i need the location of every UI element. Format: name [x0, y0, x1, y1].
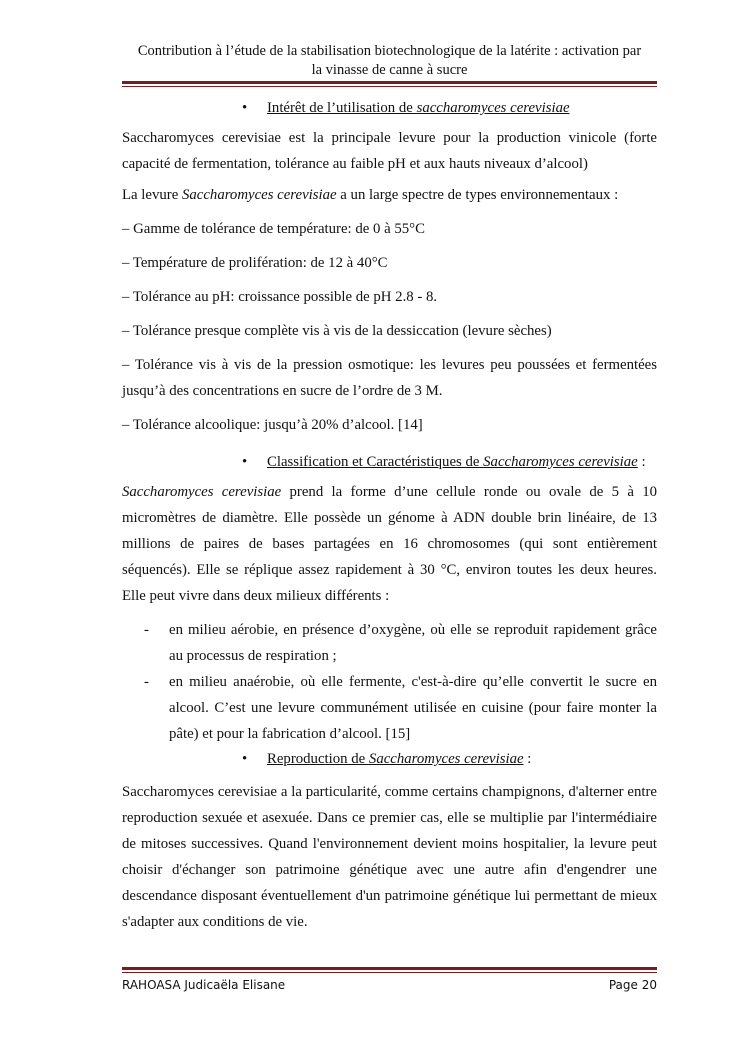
footer-rule-thick — [122, 967, 657, 970]
list-item: – Tolérance alcoolique: jusqu’à 20% d’alcool. [14] — [122, 417, 423, 433]
list-item: - en milieu aérobie, en présence d’oxygène, où elle se reproduit rapidement grâce au processus de respiration ; — [122, 617, 657, 669]
paragraph-reproduction: Saccharomyces cerevisiae a la particularité, comme certains champignons, d'alterner entre reproduction sexuée et asexuée. Dans ce premier cas, elle se multiplie par l'intermédiaire de mitoses successives. Quand l'environnement devient moins hospitalier, la levure peut choisir d'échanger son patrimoine génétique avec une autre afin d'engendrer une descendance disposant éventuellement d'un patrimoine génétique lui permettant de mieux s'adapter aux conditions de vie. — [122, 784, 657, 930]
list-item: - en milieu anaérobie, où elle fermente, c'est-à-dire qu’elle convertit le sucre en alcool. C’est une levure communément utilisée en cuisine (pour faire monter la pâte) et pour la fabrication d’alcool. [15] — [122, 669, 657, 747]
footer-rule-thin — [122, 972, 657, 973]
header-title-line2: la vinasse de canne à sucre — [311, 62, 468, 78]
list-item: – Température de prolifération: de 12 à 40°C — [122, 255, 388, 271]
bullet-icon: • — [242, 454, 248, 470]
list-item: – Gamme de tolérance de température: de 0 à 55°C — [122, 221, 425, 237]
section-heading-interet: • Intérêt de l’utilisation de saccharomyces cerevisiae — [122, 96, 657, 120]
footer-author: RAHOASA Judicaëla Elisane — [122, 978, 286, 992]
paragraph-intro: Saccharomyces cerevisiae est la principale levure pour la production vinicole (forte capacité de fermentation, tolérance au faible pH et aux hauts niveaux d’alcool) — [122, 130, 657, 172]
header-rule-thick — [122, 81, 657, 84]
header-title-line1: Contribution à l’étude de la stabilisation biotechnologique de la latérite : activation par — [137, 43, 642, 59]
page-footer — [122, 976, 657, 994]
list-item: – Tolérance au pH: croissance possible de pH 2.8 - 8. — [122, 289, 438, 305]
list-item: – Tolérance presque complète vis à vis de la dessiccation (levure sèches) — [122, 323, 552, 339]
dash-marker: - — [144, 674, 149, 690]
list-item: – Tolérance vis à vis de la pression osmotique: les levures peu poussées et fermentées jusqu’à des concentrations en sucre de l’ordre de 3 M. — [122, 357, 657, 399]
paragraph-classification: Saccharomyces cerevisiae prend la forme d’une cellule ronde ou ovale de 5 à 10 micromètres de diamètre. Elle possède un génome à ADN double brin linéaire, de 13 millions de paires de bases partagées en 16 chromosomes (qui sont entièrement séquencés). Elle se réplique assez rapidement à 30 °C, environ toutes les deux heures. Elle peut vivre dans deux milieux différents : — [122, 484, 657, 604]
section-heading-reproduction: • Reproduction de Saccharomyces cerevisiae : — [122, 747, 657, 771]
page-header — [122, 42, 657, 80]
bullet-icon: • — [242, 100, 248, 116]
bullet-icon: • — [242, 751, 248, 767]
section-heading-classification: • Classification et Caractéristiques de Saccharomyces cerevisiae : — [122, 450, 657, 474]
header-rule-thin — [122, 86, 657, 87]
page-body — [122, 96, 657, 935]
paragraph-spectrum: La levure Saccharomyces cerevisiae a un large spectre de types environnementaux : — [122, 187, 619, 203]
dash-marker: - — [144, 622, 149, 638]
footer-page-number: Page 20 — [608, 978, 657, 992]
